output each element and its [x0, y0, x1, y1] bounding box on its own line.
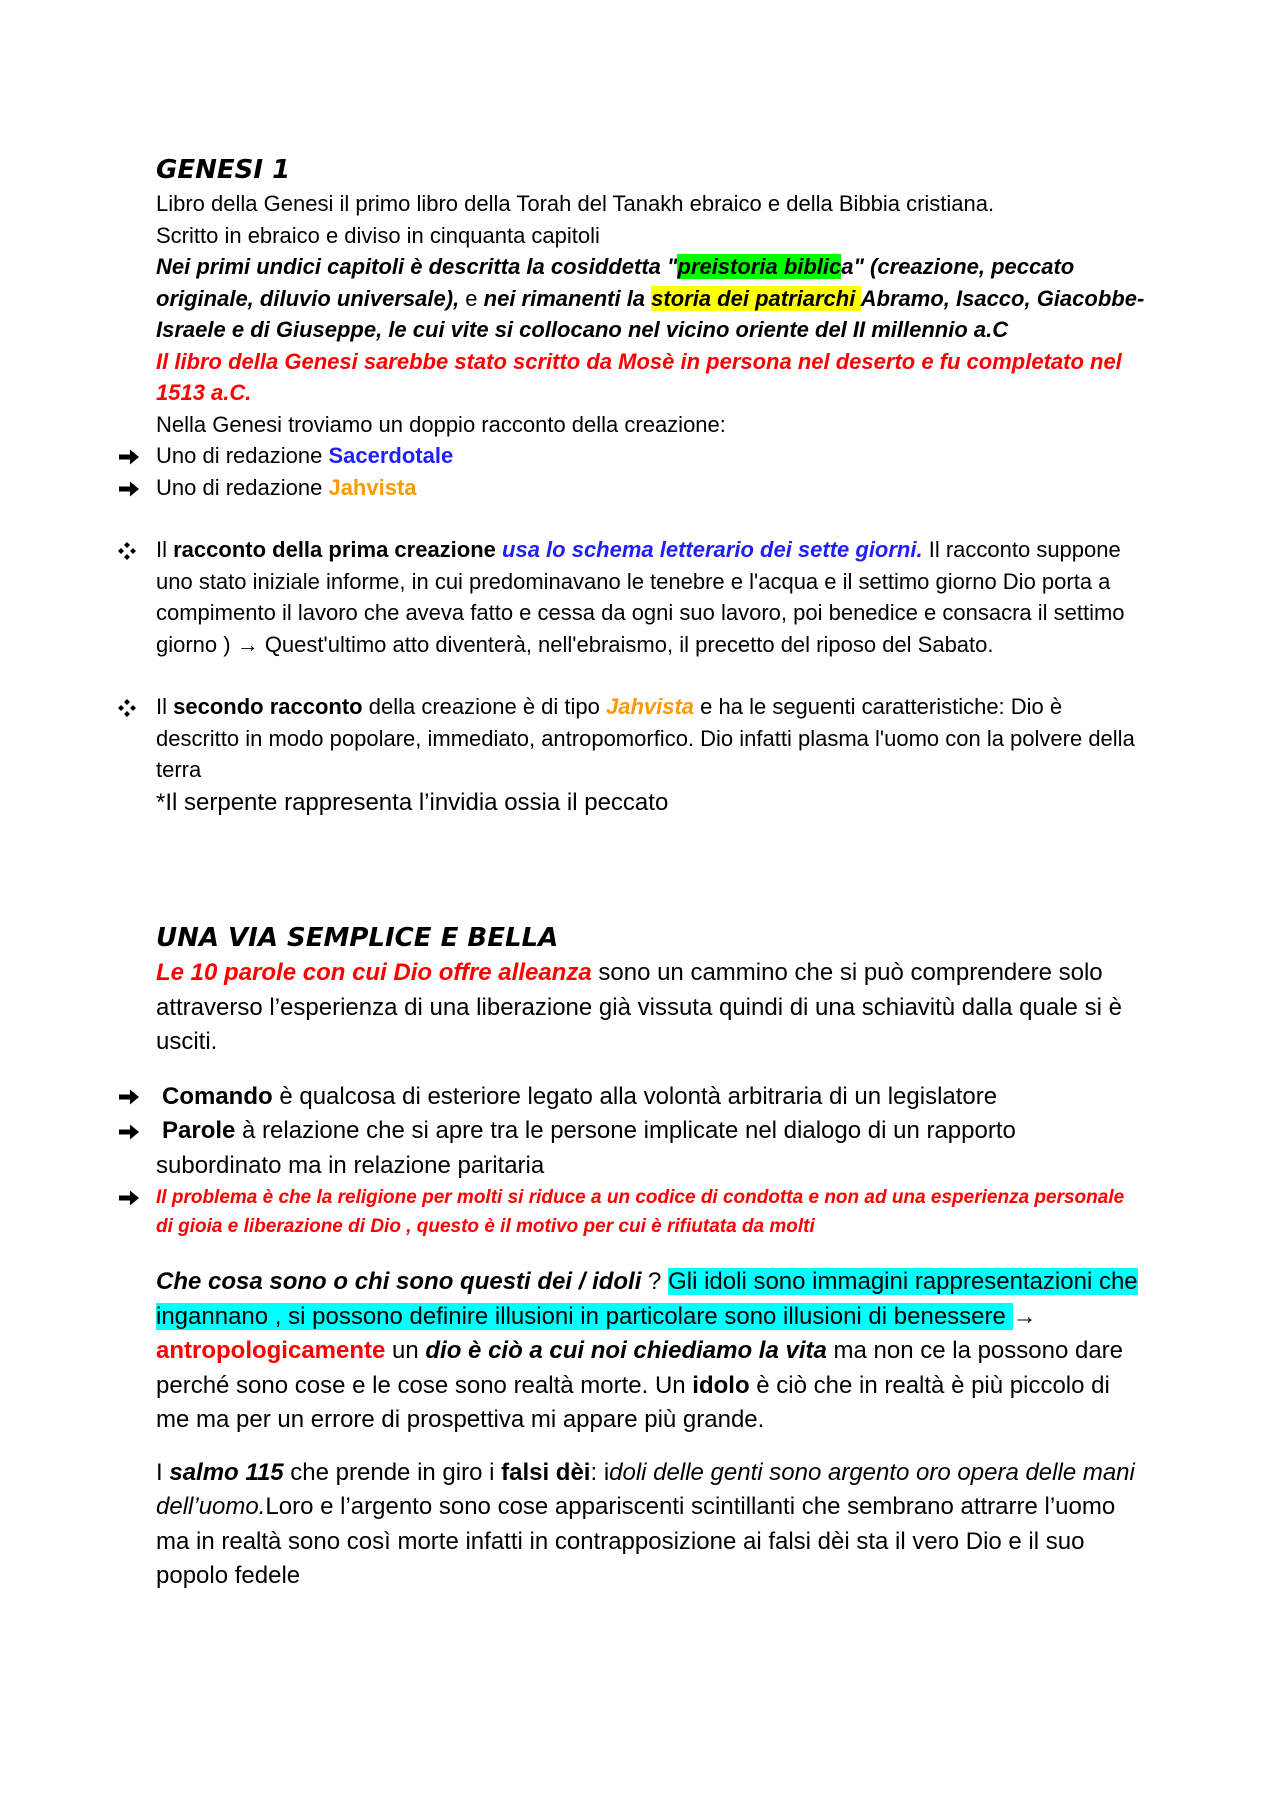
- list-item-prima-creazione: [156, 534, 1146, 660]
- text-run: antropologicamente: [156, 1337, 386, 1364]
- text-run: usa lo schema letterario dei sette giorni.: [495, 537, 923, 562]
- text-run: ?: [641, 1268, 669, 1295]
- text-run: che prende in giro i: [283, 1458, 502, 1486]
- text-run: Il: [156, 537, 174, 562]
- paragraph-idoli: [156, 1265, 1146, 1438]
- text-run: ma non ce la possono dare perché sono cose e le cose sono realtà morte. Un: [156, 1337, 1124, 1399]
- text-run: è qualcosa di esteriore legato alla volontà arbitraria di un legislatore: [272, 1082, 998, 1110]
- paragraph-mose: Il libro della Genesi sarebbe stato scritto da Mosè in persona nel deserto e fu completato nel 1513 a.C.: [156, 348, 1122, 405]
- four-diamond-icon: [118, 691, 148, 723]
- text-run: a" (creazione, peccato originale, diluvio universale),: [156, 254, 1075, 311]
- list-item-parole: [156, 1114, 1146, 1183]
- text-run: Il racconto suppone uno stato iniziale informe, in cui predominavano le tenebre e l'acqua e il settimo giorno Dio porta a compimento il lavoro che aveva fatto e cessa da ogni suo lavoro, poi benedice e consacra il settimo giorno ) → Quest'ultimo atto diventerà, nell'ebraismo, il precetto del riposo del Sabato.: [156, 537, 1125, 657]
- text-run: sono un cammino che si può comprendere solo attraverso l’esperienza di una liberazione già vissuta quindi di una schiavitù dalla quale si è usciti.: [156, 959, 1122, 1055]
- text-run: Jahvista: [605, 694, 695, 719]
- text-run: Il: [156, 694, 174, 719]
- text-run: secondo racconto: [173, 694, 363, 719]
- highlight-cyan: Gli idoli sono immagini rappresentazioni che ingannano , si possono definire illusioni in particolare sono illusioni di benessere: [156, 1268, 1138, 1330]
- text-run: Le 10 parole con cui Dio offre alleanza: [156, 959, 592, 986]
- text-run: nei rimanenti la: [483, 285, 652, 311]
- paragraph-preistoria: [156, 251, 1146, 346]
- paragraph-serpente: *Il serpente rappresenta l’invidia ossia il peccato: [156, 788, 669, 816]
- text-run: Jahvista: [328, 474, 417, 500]
- section-via-semplice: [156, 920, 1146, 1594]
- text-run: Uno di redazione: [156, 443, 329, 468]
- text-run: I: [156, 1458, 170, 1486]
- list-item: [156, 472, 1146, 504]
- text-run: Nei primi undici capitoli è descritta la cosiddetta ": [156, 254, 678, 279]
- list-item-problema: [156, 1183, 1146, 1241]
- text-run: Loro e l’argento sono cose appariscenti scintillanti che sembrano attrarre l’uomo ma in realtà sono così morte infatti in contrapposizione ai falsi dèi sta il vero Dio e il suo popolo fedele: [156, 1493, 1116, 1589]
- paragraph: Scritto in ebraico e diviso in cinquanta capitoli: [156, 222, 600, 248]
- text-run: Che cosa sono o chi sono questi dei / idoli: [156, 1268, 642, 1295]
- arrow-right-icon: [118, 1114, 148, 1149]
- text-run: Abramo, Isacco, Giacobbe-Israele e di Giuseppe, le cui vite si collocano nel vicino oriente del II millennio a.C: [156, 285, 1145, 342]
- arrow-right-icon: [118, 1080, 148, 1115]
- text-run: Uno di redazione: [156, 474, 329, 500]
- paragraph: Nella Genesi troviamo un doppio racconto della creazione:: [156, 411, 726, 437]
- section-title-genesi: GENESI 1: [156, 155, 291, 185]
- paragraph: Libro della Genesi il primo libro della Torah del Tanakh ebraico e della Bibbia cristiana.: [156, 191, 995, 216]
- highlight-green: preistoria biblic: [677, 254, 842, 279]
- arrow-right-icon: [118, 1183, 148, 1212]
- section-title-via-semplice: UNA VIA SEMPLICE E BELLA: [156, 923, 559, 953]
- list-item-comando: [156, 1080, 1146, 1115]
- text-run: Comando: [162, 1082, 273, 1110]
- list-item: [156, 440, 1146, 472]
- paragraph-salmo: [156, 1456, 1146, 1594]
- section-genesi: [156, 152, 1146, 820]
- highlight-yellow: storia dei patriarchi: [651, 285, 861, 311]
- paragraph-10-parole: [156, 956, 1146, 1060]
- text-run: un: [385, 1337, 426, 1364]
- text-run: Parole: [162, 1117, 236, 1144]
- text-run: idolo: [692, 1371, 750, 1399]
- four-diamond-icon: [118, 534, 148, 566]
- arrow-right-icon: [118, 440, 148, 472]
- text-run: racconto della prima creazione: [173, 537, 496, 562]
- text-run: è ciò che in realtà è più piccolo di me ma per un errore di prospettiva mi appare più grande.: [156, 1371, 1110, 1433]
- text-run: : i: [590, 1458, 610, 1486]
- text-run: falsi dèi: [501, 1458, 591, 1486]
- text-run: Sacerdotale: [328, 443, 454, 468]
- text-run: doli delle genti sono argento oro opera delle mani dell’uomo.: [156, 1458, 1135, 1520]
- text-run: dio è ciò a cui noi chiediamo la vita: [425, 1337, 827, 1364]
- text-run: Il problema è che la religione per molti si riduce a un codice di condotta e non ad una esperienza personale di gioia e liberazione di Dio , questo è il motivo per cui è rifiutata da molti: [156, 1187, 1125, 1237]
- text-run: della creazione è di tipo: [362, 694, 606, 719]
- text-run: salmo 115: [169, 1458, 284, 1486]
- arrow-right-icon: [118, 472, 148, 504]
- text-run: à relazione che si apre tra le persone implicate nel dialogo di un rapporto subordinato ma in relazione paritaria: [156, 1117, 1016, 1179]
- text-run: e: [459, 285, 484, 311]
- text-run: →: [1012, 1302, 1037, 1330]
- list-item-secondo-racconto: [156, 691, 1146, 786]
- text-run: e ha le seguenti caratteristiche: Dio è descritto in modo popolare, immediato, antropomorfico. Dio infatti plasma l'uomo con la polvere della terra: [156, 694, 1135, 782]
